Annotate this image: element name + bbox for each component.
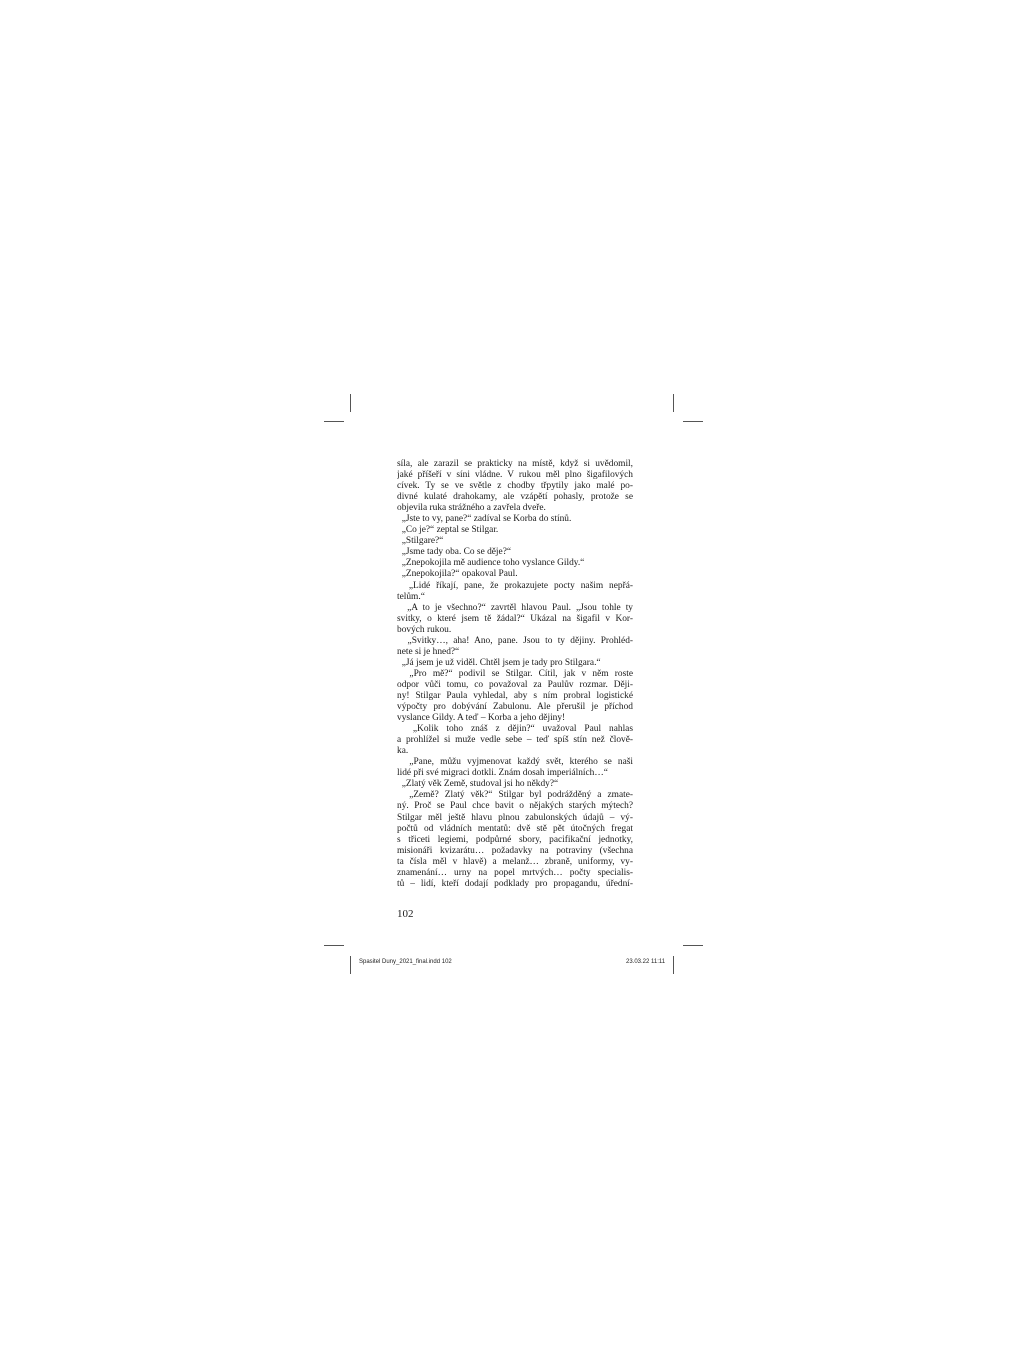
text-line: „Země? Zlatý věk?“ Stilgar byl podrážděný a zmate- <box>397 790 633 801</box>
crop-mark-top-right <box>673 394 674 412</box>
text-line: „Lidé říkají, pane, že prokazujete pocty našim nepřá- <box>397 580 633 591</box>
crop-mark-bottom-left-h <box>324 945 344 946</box>
text-line: „Jste to vy, pane?“ zadíval se Korba do stínů. <box>397 514 572 525</box>
text-line: lidé při své migraci dotkli. Znám dosah imperiálních…“ <box>397 768 608 779</box>
text-line: ta čísla měl v hlavě) a melanž… zbraně, uniformy, vy- <box>397 856 633 867</box>
text-line: „A to je všechno?“ zavrtěl hlavou Paul. „Jsou tohle ty <box>397 602 633 613</box>
text-line: znamenání… urny na popel mrtvých… počty specialis- <box>397 867 633 878</box>
crop-mark-top-left <box>350 394 351 412</box>
crop-mark-top-left-h <box>324 421 344 422</box>
text-line: telům.“ <box>397 591 425 602</box>
body-text <box>397 459 633 890</box>
text-line: tů – lidí, kteří dodají podklady pro propagandu, úřední- <box>397 878 633 889</box>
text-line: s třiceti legiemi, podpůrné sbory, pacifikační jednotky, <box>397 834 633 845</box>
text-line: „Svitky…, aha! Ano, pane. Jsou to ty dějiny. Prohléd- <box>397 635 633 646</box>
text-line: ka. <box>397 746 409 757</box>
text-line: cívek. Ty se ve světle z chodby třpytily jako malé po- <box>397 481 633 492</box>
text-line: ny! Stilgar Paula vyhledal, aby s ním probral logistické <box>397 690 633 701</box>
text-line: „Kolik toho znáš z dějin?“ uvažoval Paul nahlas <box>397 724 633 735</box>
text-line: svitky, o které jsem tě žádal?“ Ukázal na šigafil v Kor- <box>397 613 633 624</box>
page-number: 102 <box>397 908 414 920</box>
text-line: misionáři kvizarátu… požadavky na potraviny (všechna <box>397 845 633 856</box>
text-line: „Pane, můžu vyjmenovat každý svět, kterého se naši <box>397 757 633 768</box>
slug-filename: Spasitel Duny_2021_final.indd 102 <box>359 959 452 965</box>
text-line: vyslance Gildy. A teď – Korba a jeho dějiny! <box>397 713 566 724</box>
text-line: nete si je hned?“ <box>397 646 460 657</box>
text-line: výpočty pro dobývání Zabulonu. Ale přerušil je příchod <box>397 702 633 713</box>
crop-mark-bottom-left <box>350 956 351 974</box>
text-line: „Jsme tady oba. Co se děje?“ <box>397 547 512 558</box>
text-line: „Znepokojila mě audience toho vyslance Gildy.“ <box>397 558 585 569</box>
text-line: objevila ruka strážného a zavřela dveře. <box>397 503 546 514</box>
crop-mark-bottom-right-h <box>683 945 703 946</box>
text-line: bových rukou. <box>397 624 452 635</box>
text-line: divné kulaté drahokamy, ale vzápětí pohasly, protože se <box>397 492 633 503</box>
text-line: ný. Proč se Paul chce bavit o nějakých starých mýtech? <box>397 801 633 812</box>
text-line: „Stilgare?“ <box>397 536 444 547</box>
text-line: odpor vůči tomu, co považoval za Paulův rozmar. Ději- <box>397 679 633 690</box>
text-line: „Co je?“ zeptal se Stilgar. <box>397 525 499 536</box>
slug-timestamp: 23.03.22 11:11 <box>626 959 666 965</box>
text-line: síla, ale zarazil se prakticky na místě, když si uvědomil, <box>397 459 633 469</box>
crop-mark-top-right-h <box>683 421 703 422</box>
text-line: „Já jsem je už viděl. Chtěl jsem je tady pro Stilgara.“ <box>397 657 601 668</box>
crop-mark-bottom-right <box>673 956 674 974</box>
text-line: „Znepokojila?“ opakoval Paul. <box>397 569 518 580</box>
text-line: „Zlatý věk Země, studoval jsi ho někdy?“ <box>397 779 559 790</box>
text-line: a prohlížel si muže vedle sebe – teď spíš stín než člově- <box>397 735 633 746</box>
text-line: počtů od vládních mentatů: dvě stě pět útočných fregat <box>397 823 633 834</box>
text-line: Stilgar měl ještě hlavu plnou zabulonských údajů – vý- <box>397 812 633 823</box>
text-line: „Pro mě?“ podivil se Stilgar. Cítil, jak v něm roste <box>397 668 633 679</box>
text-line: jaké příšeří v síni vládne. V rukou měl plno šigafilových <box>397 470 633 481</box>
